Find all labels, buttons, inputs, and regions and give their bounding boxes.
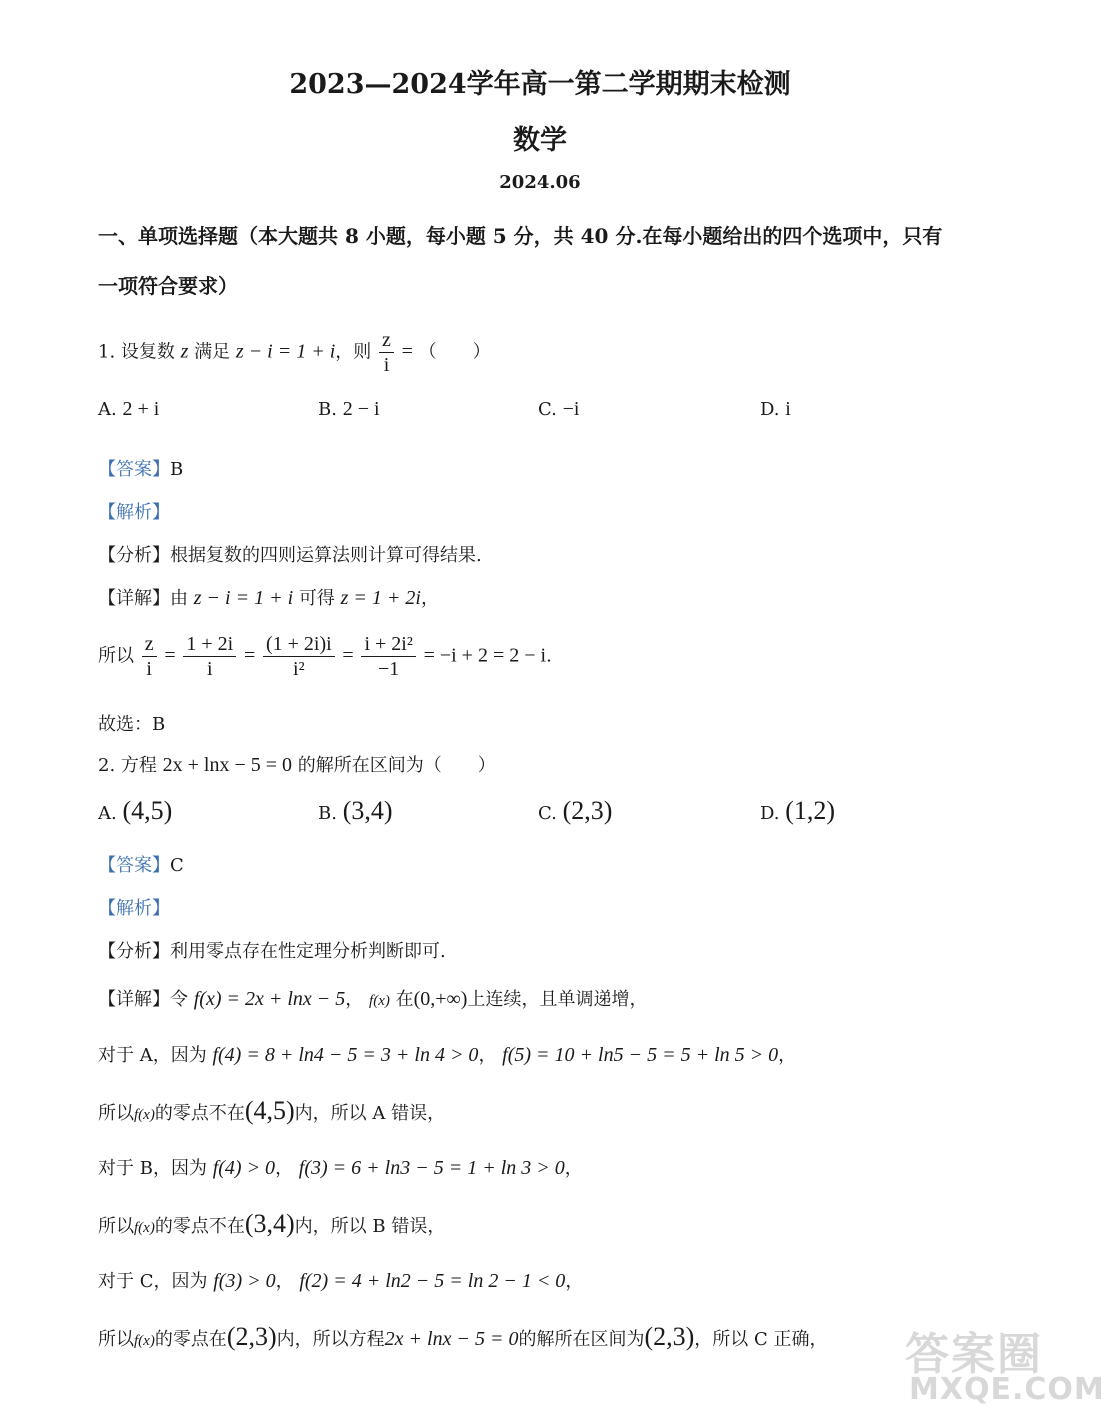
question-1-stem: 1. 设复数 z 满足 z − i = 1 + i，则 $\frac{z}{i}$ = （ ）: [98, 329, 491, 376]
q1-fenxi: 【分析】根据复数的四则运算法则计算可得结果.: [98, 545, 482, 566]
q2-option-b: B. (3,4): [318, 796, 393, 825]
q1-option-b: B. 2 − i: [318, 398, 380, 420]
q1-option-a: A. 2 + i: [98, 398, 160, 420]
q2-line-a-conclusion: 所以f(x)的零点不在(4,5)内，所以 A 错误，: [98, 1096, 446, 1125]
question-2-stem: 2. 方程 2x + lnx − 5 = 0 的解所在区间为（ ）: [98, 754, 496, 776]
q2-fenxi: 【分析】利用零点存在性定理分析判断即可.: [98, 941, 446, 962]
q2-xiangjie: 【详解】令 f(x) = 2x + lnx − 5， f(x) 在(0,+∞)上连续，且单调递增，: [98, 988, 648, 1010]
section-heading-line1: 一、单项选择题（本大题共 8 小题，每小题 5 分，共 40 分.在每小题给出的四个选项中，只有: [98, 224, 943, 248]
q1-xiangjie: 【详解】由 z − i = 1 + i 可得 z = 1 + 2i，: [98, 587, 439, 609]
q1-answer: 【答案】B: [98, 459, 184, 480]
q1-option-d: D. i: [760, 398, 791, 420]
q2-option-a: A. (4,5): [98, 796, 173, 825]
watermark-logo: 答案圈 MXQE.COM: [905, 1329, 1105, 1407]
q2-line-c-conclusion: 所以f(x)的零点在(2,3)内，所以方程2x + lnx − 5 = 0的解所在区间为(2,3)，所以 C 正确，: [98, 1322, 828, 1351]
section-heading-line2: 一项符合要求）: [98, 274, 238, 298]
q1-option-c: C. −i: [538, 398, 580, 420]
exam-date: 2024.06: [499, 172, 581, 193]
q1-fraction: $\frac{z}{i}$: [379, 328, 394, 377]
subject-title: 数学: [513, 125, 567, 156]
q1-analysis-tag: 【解析】: [98, 502, 170, 523]
q2-line-b-conclusion: 所以f(x)的零点不在(3,4)内，所以 B 错误，: [98, 1209, 446, 1238]
q2-option-d: D. (1,2): [760, 796, 836, 825]
q2-answer: 【答案】C: [98, 855, 184, 876]
q2-line-c: 对于 C，因为 f(3) > 0， f(2) = 4 + ln2 − 5 = ln 2 − 1 < 0，: [98, 1270, 584, 1292]
exam-title: 2023—2024学年高一第二学期期末检测: [289, 69, 791, 100]
q2-line-b: 对于 B，因为 f(4) > 0， f(3) = 6 + ln3 − 5 = 1 + ln 3 > 0，: [98, 1157, 583, 1179]
q2-line-a: 对于 A，因为 f(4) = 8 + ln4 − 5 = 3 + ln 4 > 0， f(5) = 10 + ln5 − 5 = 5 + ln 5 > 0，: [98, 1044, 797, 1066]
q2-option-c: C. (2,3): [538, 796, 613, 825]
q1-calculation: 所以 $\frac{z}{i}$ = $\frac{1 + 2i}{i}$ = $\frac{(1 + 2i)i}{\text{i²}}$ = $\frac{\text{i + 2i²}}{-1}$ = −i + 2 = 2 − i.: [98, 633, 552, 680]
q1-conclusion: 故选：B: [98, 714, 166, 735]
q2-analysis-tag: 【解析】: [98, 898, 170, 919]
